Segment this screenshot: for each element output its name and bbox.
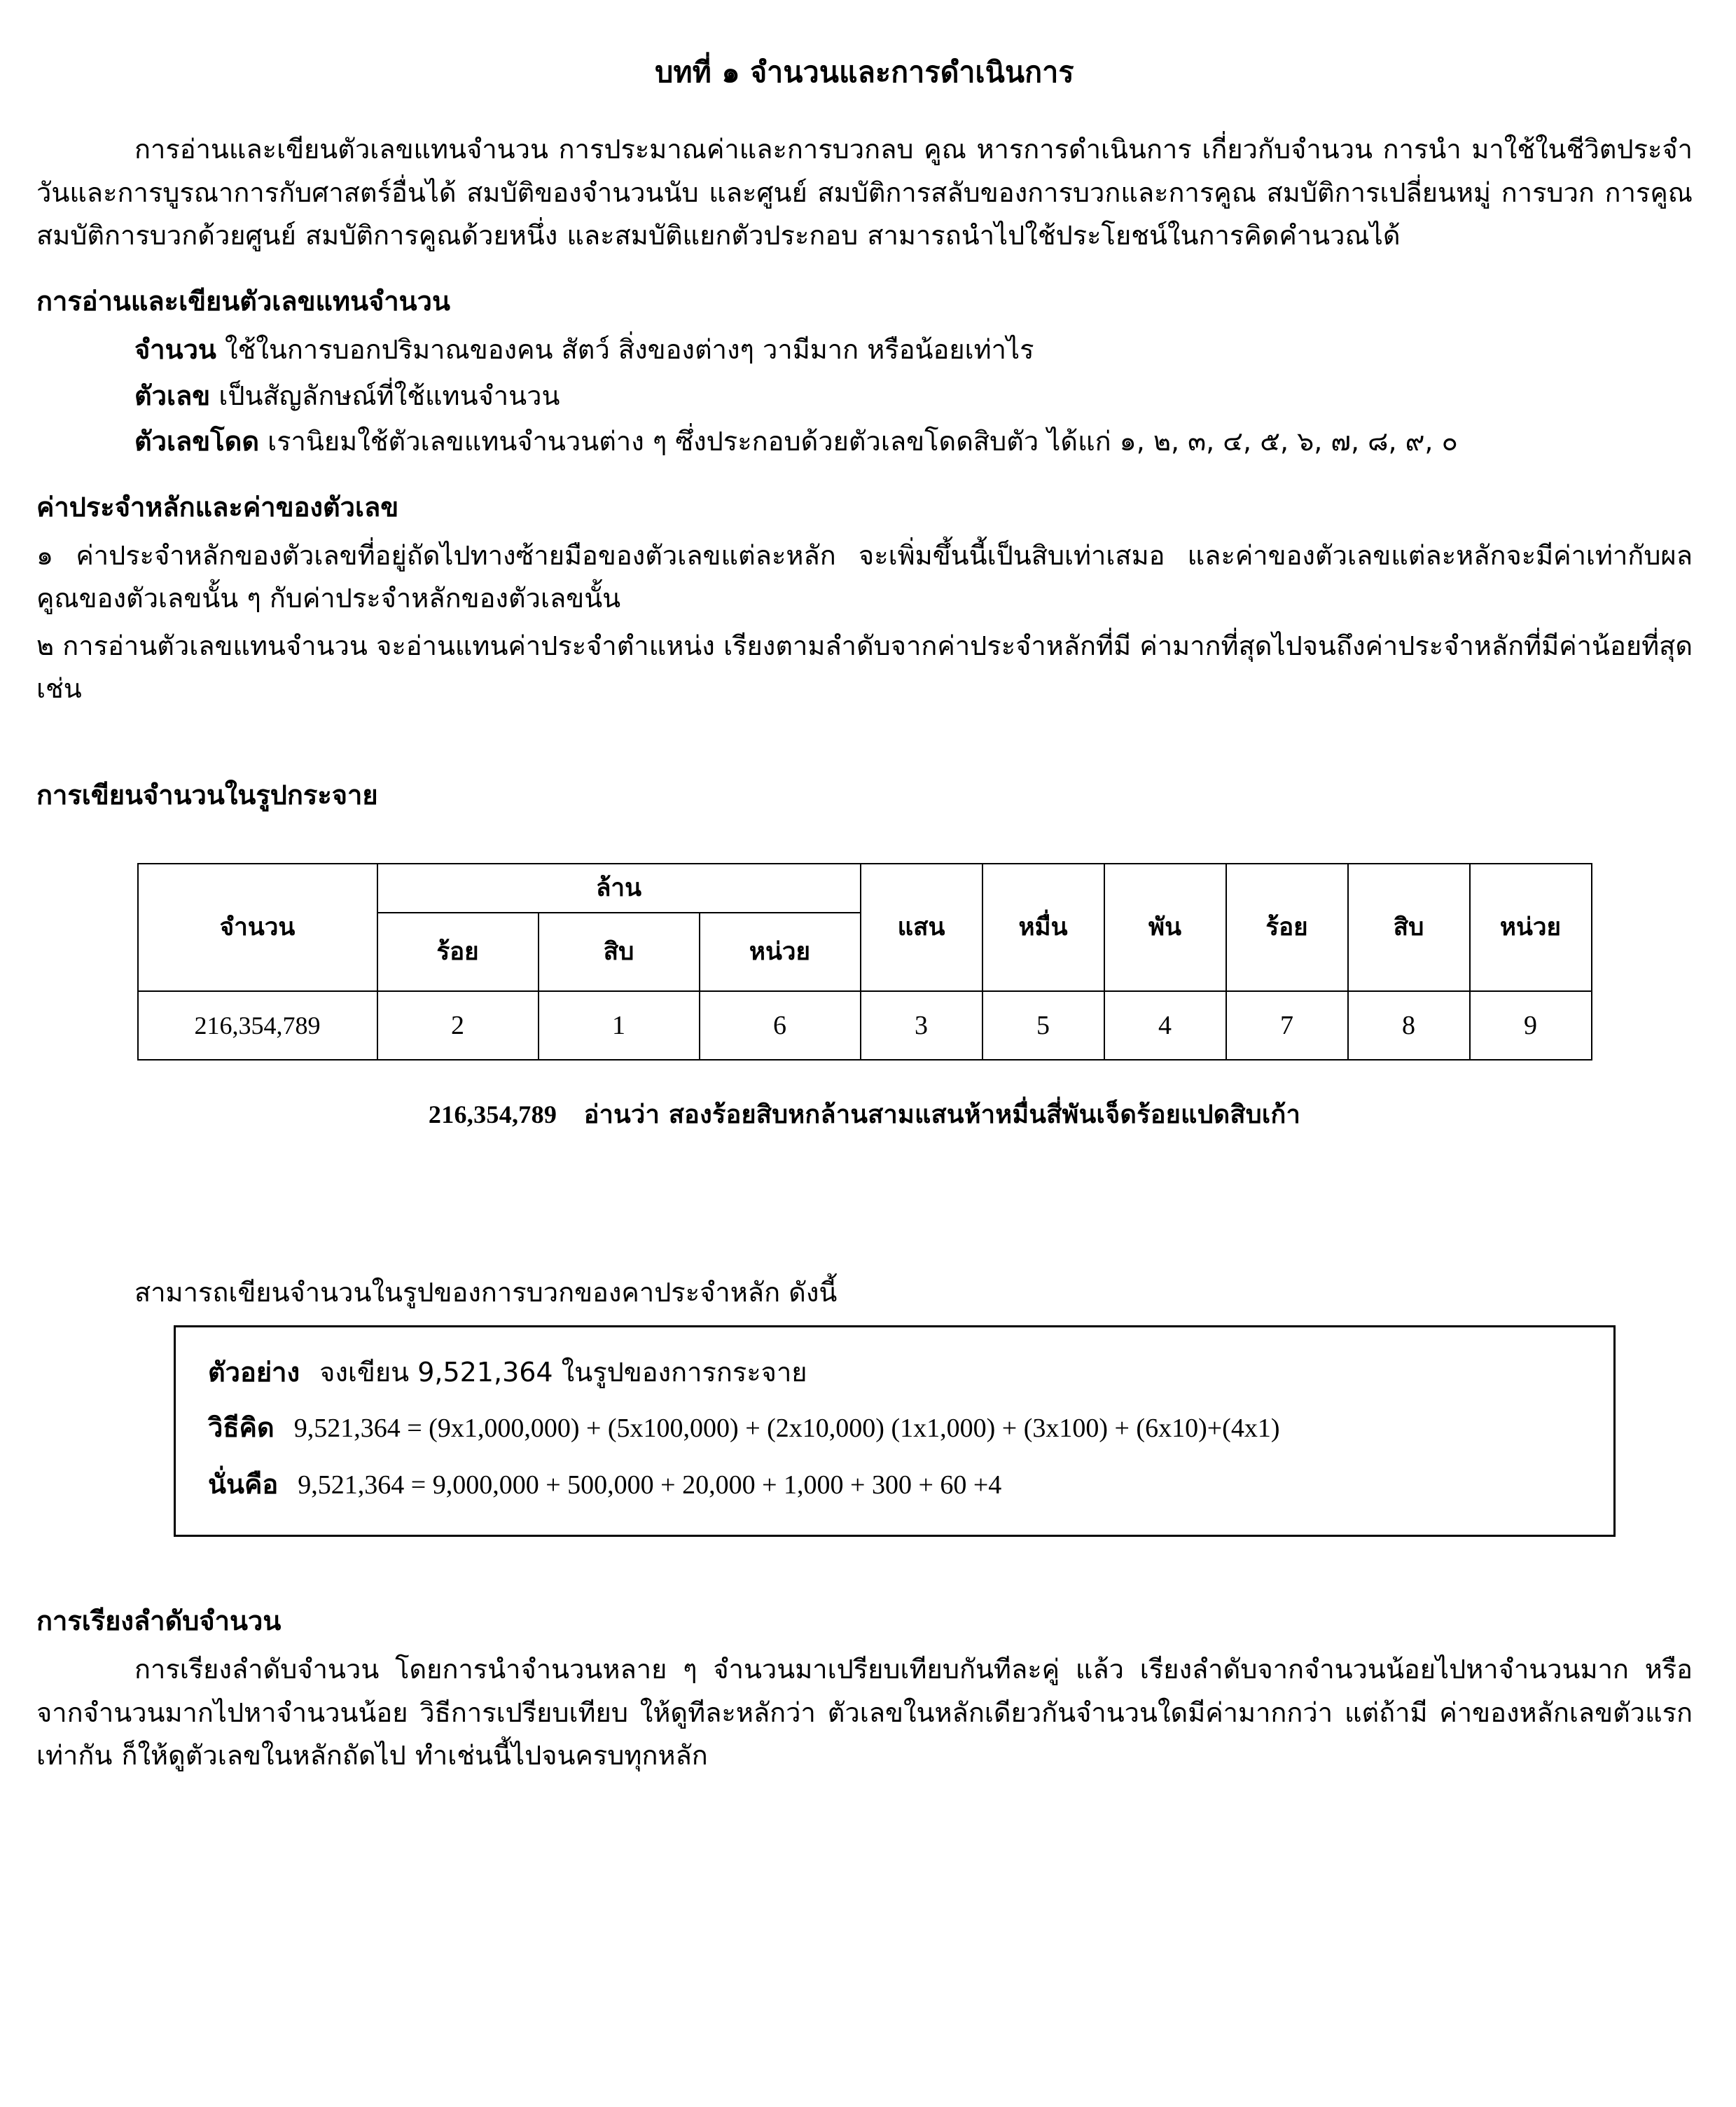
result-label: นั่นคือ: [208, 1468, 279, 1500]
header-million-unit: หน่วย: [700, 913, 861, 991]
method-equation: 9,521,364 = (9x1,000,000) + (5x100,000) + (2x10,000) (1x1,000) + (3x100) + (6x10)+(4x1): [293, 1414, 1280, 1444]
section-heading-place-value: ค่าประจำหลักและค่าของตัวเลข: [36, 491, 399, 523]
definition-term: ตัวเลขโดด: [134, 426, 260, 457]
example-label: ตัวอย่าง: [208, 1356, 300, 1388]
expanded-form-lead-line: สามารถเขียนจำนวนในรูปของการบวกของคาประจำหลัก ดังนี้: [134, 1276, 838, 1308]
place-value-item-2: ๒ การอ่านตัวเลขแทนจำนวน จะอ่านแทนค่าประจำตำแหน่ง เรียงตามลำดับจากค่าประจำหลักที่มี ค่ามากที่สุดไปจนถึงค่าประจำหลักที่มีค่าน้อยที่สุด เช่น: [36, 630, 1693, 705]
reading-caption-text: อ่านว่า สองร้อยสิบหกล้านสามแสนห้าหมื่นสี่พันเจ็ดร้อยแปดสิบเก้า: [583, 1100, 1301, 1129]
header-thousand: พัน: [1104, 864, 1226, 991]
table-header-row-1: [138, 864, 1592, 913]
result-equation: 9,521,364 = 9,000,000 + 500,000 + 20,000 + 1,000 + 300 + 60 +4: [298, 1470, 1002, 1500]
cell-digit: 4: [1104, 991, 1226, 1060]
cell-digit: 9: [1470, 991, 1592, 1060]
header-group-million: ล้าน: [377, 864, 861, 913]
table-row: [138, 991, 1592, 1060]
cell-digit: 3: [861, 991, 982, 1060]
place-value-table: [137, 863, 1592, 1061]
method-row: [208, 1407, 1581, 1451]
section-heading-reading: การอ่านและเขียนตัวเลขแทนจำนวน: [36, 285, 450, 317]
reading-caption-number: 216,354,789: [428, 1100, 557, 1128]
header-million-ten: สิบ: [539, 913, 700, 991]
cell-digit: 2: [377, 991, 539, 1060]
definition-item: [36, 420, 1693, 464]
example-statement-row: [208, 1351, 1581, 1395]
ordering-paragraph: การเรียงลำดับจำนวน โดยการนำจำนวนหลาย ๆ จำนวนมาเปรียบเทียบกันทีละคู่ แล้ว เรียงลำดับจากจำนวนน้อยไปหาจำนวนมาก หรือจากจำนวนมากไปหาจำนวนน้อย วิธีการเปรียบเทียบ ให้ดูทีละหลักว่า ตัวเลขในหลักเดียวกันจำนวนใดมีค่ามากกว่า แต่ถ้ามี ค่าของหลักเลขตัวแรกเท่ากัน ก็ให้ดูตัวเลขในหลักถัดไป ทำเช่นนี้ไปจนครบทุกหลัก: [36, 1654, 1693, 1771]
header-ten-thousand: หมื่น: [982, 864, 1104, 991]
cell-digit: 5: [982, 991, 1104, 1060]
example-statement: จงเขียน 9,521,364 ในรูปของการกระจาย: [319, 1356, 807, 1388]
definition-term: จำนวน: [134, 333, 216, 365]
example-box: [174, 1325, 1616, 1538]
definition-item: [36, 329, 1693, 372]
cell-digit: 1: [539, 991, 700, 1060]
header-hundred-thousand: แสน: [861, 864, 982, 991]
result-row: [208, 1463, 1581, 1507]
page-title: บทที่ ๑ จำนวนและการดำเนินการ: [655, 55, 1074, 89]
header-ten: สิบ: [1348, 864, 1470, 991]
header-hundred: ร้อย: [1226, 864, 1348, 991]
header-unit: หน่วย: [1470, 864, 1592, 991]
place-value-item-1: ๑ ค่าประจำหลักของตัวเลขที่อยู่ถัดไปทางซ้ายมือของตัวเลขแต่ละหลัก จะเพิ่มขึ้นนี้เป็นสิบเท่าเสมอ และค่าของตัวเลขแต่ละหลักจะมีค่าเท่ากับผลคูณของตัวเลขนั้น ๆ กับค่าประจำหลักของตัวเลขนั้น: [36, 539, 1693, 614]
place-value-table-wrapper: [36, 863, 1693, 1061]
definition-text: เรานิยมใช้ตัวเลขแทนจำนวนต่าง ๆ ซึ่งประกอบด้วยตัวเลขโดดสิบตัว ได้แก่ ๑, ๒, ๓, ๔, ๕, ๖, ๗, ๘, ๙, ๐: [268, 426, 1458, 457]
intro-paragraph: การอ่านและเขียนตัวเลขแทนจำนวน การประมาณค่าและการบวกลบ คูณ หารการดำเนินการ เกี่ยวกับจำนวน การนำ มาใช้ในชีวิตประจำวันและการบูรณาการกับศาสตร์อื่นได้ สมบัติของจำนวนนับ และศูนย์ สมบัติการสลับของการบวกและการคูณ สมบัติการเปลี่ยนหมู่ การบวก การคูณ สมบัติการบวกด้วยศูนย์ สมบัติการคูณด้วยหนึ่ง และสมบัติแยกตัวประกอบ สามารถนำไปใช้ประโยชน์ในการคิดคำนวณได้: [36, 134, 1693, 251]
definition-text: เป็นสัญลักษณ์ที่ใช้แทนจำนวน: [218, 380, 560, 411]
definition-term: ตัวเลข: [134, 380, 211, 411]
definition-item: [36, 375, 1693, 418]
reading-caption: [36, 1094, 1693, 1134]
cell-digit: 6: [700, 991, 861, 1060]
method-label: วิธีคิด: [208, 1412, 275, 1444]
section-heading-ordering: การเรียงลำดับจำนวน: [36, 1605, 282, 1637]
header-number: จำนวน: [138, 864, 377, 991]
section-heading-expanded-form: การเขียนจำนวนในรูปกระจาย: [36, 779, 378, 810]
cell-digit: 8: [1348, 991, 1470, 1060]
ordering-section: [36, 1601, 1693, 1778]
header-million-hundred: ร้อย: [377, 913, 539, 991]
cell-number: 216,354,789: [138, 991, 377, 1060]
definition-text: ใช้ในการบอกปริมาณของคน สัตว์ สิ่งของต่างๆ วามีมาก หรือน้อยเท่าไร: [225, 333, 1034, 365]
cell-digit: 7: [1226, 991, 1348, 1060]
